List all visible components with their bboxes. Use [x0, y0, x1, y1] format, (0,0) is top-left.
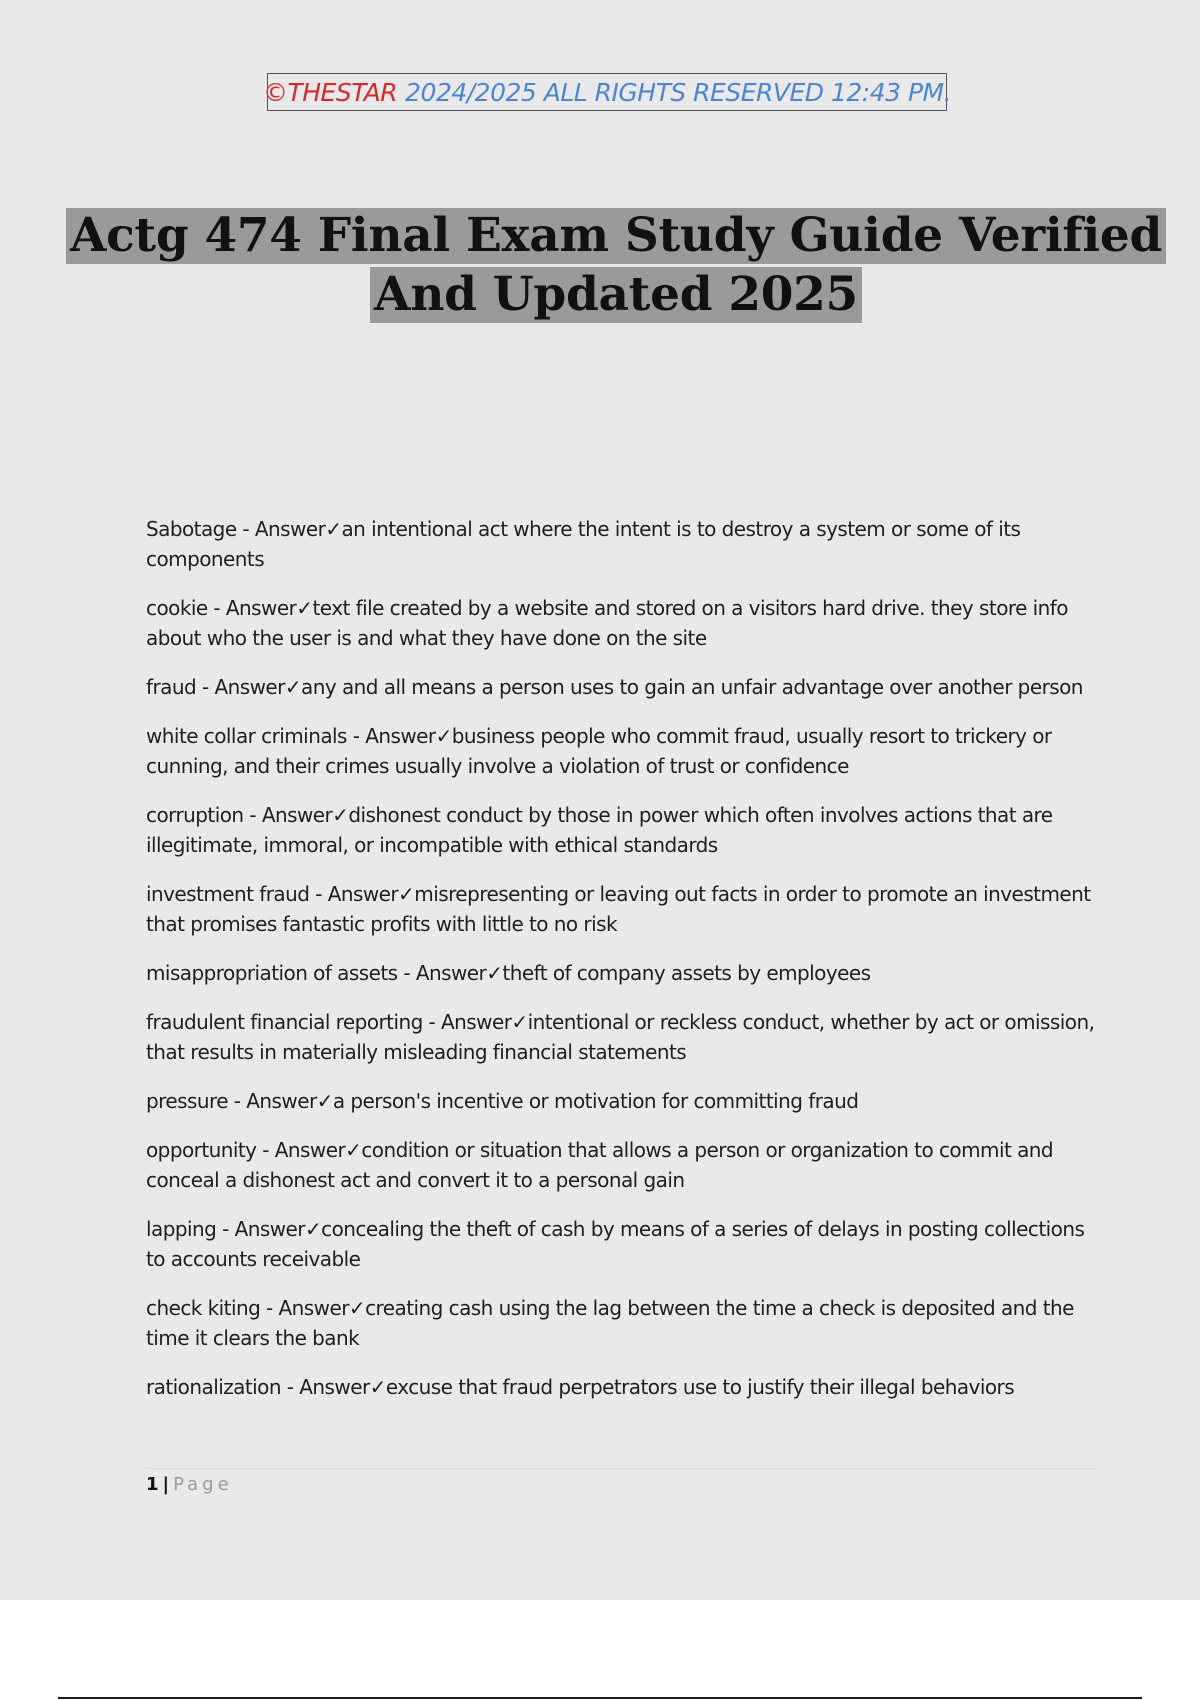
title-line-2: And Updated 2025: [370, 267, 862, 323]
entry-answer-label: Answer✓: [234, 1217, 322, 1241]
entry-answer-label: Answer✓: [261, 803, 349, 827]
entry-answer-label: Answer✓: [214, 675, 302, 699]
document-title: [0, 208, 1200, 323]
entry-definition: condition or situation that allows a person or organization to commit and conceal a dishonest act and convert it to a personal gain: [146, 1138, 1054, 1192]
entry-term: check kiting: [146, 1296, 261, 1320]
glossary-entry: investment fraud - Answer✓misrepresenting or leaving out facts in order to promote an investment that promises fantastic profits with little to no risk: [146, 882, 1091, 936]
entry-term: corruption: [146, 803, 244, 827]
entry-answer-label: Answer✓: [441, 1010, 528, 1034]
entry-term: misappropriation of assets: [146, 961, 398, 985]
entry-answer-label: Answer✓: [415, 961, 503, 985]
entry-term: Sabotage: [146, 517, 237, 541]
entry-term: pressure: [146, 1089, 228, 1113]
entry-term: opportunity: [146, 1138, 257, 1162]
glossary-entry: white collar criminals - Answer✓business people who commit fraud, usually resort to trickery or cunning, and their crimes usually involve a violation of trust or confidence: [146, 724, 1052, 778]
glossary-entry: check kiting - Answer✓creating cash using the lag between the time a check is deposited and the time it clears the bank: [146, 1296, 1074, 1350]
page-gap: [0, 1600, 1200, 1700]
glossary-list: [146, 514, 1096, 1421]
copyright-text: 2024/2025 ALL RIGHTS RESERVED 12:43 PM.: [405, 77, 952, 107]
entry-definition: excuse that fraud perpetrators use to justify their illegal behaviors: [385, 1375, 1015, 1399]
title-line-1: Actg 474 Final Exam Study Guide Verified: [66, 208, 1166, 264]
glossary-entry: misappropriation of assets - Answer✓theft of company assets by employees: [146, 961, 871, 985]
glossary-entry: fraud - Answer✓any and all means a person uses to gain an unfair advantage over another person: [146, 675, 1083, 699]
glossary-entry: corruption - Answer✓dishonest conduct by those in power which often involves actions that are illegitimate, immoral, or incompatible with ethical standards: [146, 803, 1053, 857]
entry-term: rationalization: [146, 1375, 281, 1399]
next-page-edge: [58, 1697, 1142, 1699]
entry-answer-label: Answer✓: [274, 1138, 362, 1162]
entry-term: fraud: [146, 675, 197, 699]
entry-term: investment fraud: [146, 882, 310, 906]
entry-definition: intentional or reckless conduct, whether by act or omission, that results in materially misleading financial statements: [146, 1010, 1095, 1064]
entry-definition: creating cash using the lag between the time a check is deposited and the time it clears the bank: [146, 1296, 1074, 1350]
glossary-entry: fraudulent financial reporting - Answer✓intentional or reckless conduct, whether by act or omission, that results in materially misleading financial statements: [146, 1010, 1095, 1064]
glossary-entry: Sabotage - Answer✓an intentional act where the intent is to destroy a system or some of its components: [146, 517, 1021, 571]
entry-term: white collar criminals: [146, 724, 347, 748]
entry-definition: business people who commit fraud, usually resort to trickery or cunning, and their crimes usually involve a violation of trust or confidence: [146, 724, 1052, 778]
entry-definition: a person's incentive or motivation for committing fraud: [332, 1089, 859, 1113]
glossary-entry: cookie - Answer✓text file created by a website and stored on a visitors hard drive. they store info about who the user is and what they have done on the site: [146, 596, 1068, 650]
glossary-entry: rationalization - Answer✓excuse that fraud perpetrators use to justify their illegal behaviors: [146, 1375, 1015, 1399]
entry-answer-label: Answer✓: [299, 1375, 386, 1399]
entry-term: cookie: [146, 596, 208, 620]
entry-answer-label: Answer✓: [225, 596, 313, 620]
footer-divider: [146, 1468, 1096, 1469]
entry-definition: text file created by a website and stored on a visitors hard drive. they store info about who the user is and what they have done on the site: [146, 596, 1068, 650]
copyright-banner: [262, 73, 952, 111]
page-number: 1: [146, 1474, 159, 1495]
entry-term: fraudulent financial reporting: [146, 1010, 423, 1034]
entry-answer-label: Answer✓: [365, 724, 452, 748]
footer-separator: |: [162, 1474, 170, 1495]
entry-definition: concealing the theft of cash by means of a series of delays in posting collections to accounts receivable: [146, 1217, 1085, 1271]
glossary-entry: opportunity - Answer✓condition or situation that allows a person or organization to commit and conceal a dishonest act and convert it to a personal gain: [146, 1138, 1054, 1192]
entry-answer-label: Answer✓: [327, 882, 415, 906]
entry-answer-label: Answer✓: [254, 517, 342, 541]
entry-definition: theft of company assets by employees: [502, 961, 871, 985]
glossary-entry: lapping - Answer✓concealing the theft of cash by means of a series of delays in posting collections to accounts receivable: [146, 1217, 1085, 1271]
entry-term: lapping: [146, 1217, 217, 1241]
entry-definition: an intentional act where the intent is to destroy a system or some of its components: [146, 517, 1021, 571]
entry-definition: any and all means a person uses to gain an unfair advantage over another person: [301, 675, 1083, 699]
entry-definition: dishonest conduct by those in power which often involves actions that are illegitimate, immoral, or incompatible with ethical standards: [146, 803, 1053, 857]
entry-definition: misrepresenting or leaving out facts in order to promote an investment that promises fantastic profits with little to no risk: [146, 882, 1091, 936]
entry-answer-label: Answer✓: [246, 1089, 333, 1113]
page-label: Page: [173, 1474, 233, 1495]
page-footer: [146, 1474, 233, 1495]
copyright-owner: ©THESTAR: [262, 77, 398, 107]
entry-answer-label: Answer✓: [278, 1296, 366, 1320]
glossary-entry: pressure - Answer✓a person's incentive or motivation for committing fraud: [146, 1089, 859, 1113]
